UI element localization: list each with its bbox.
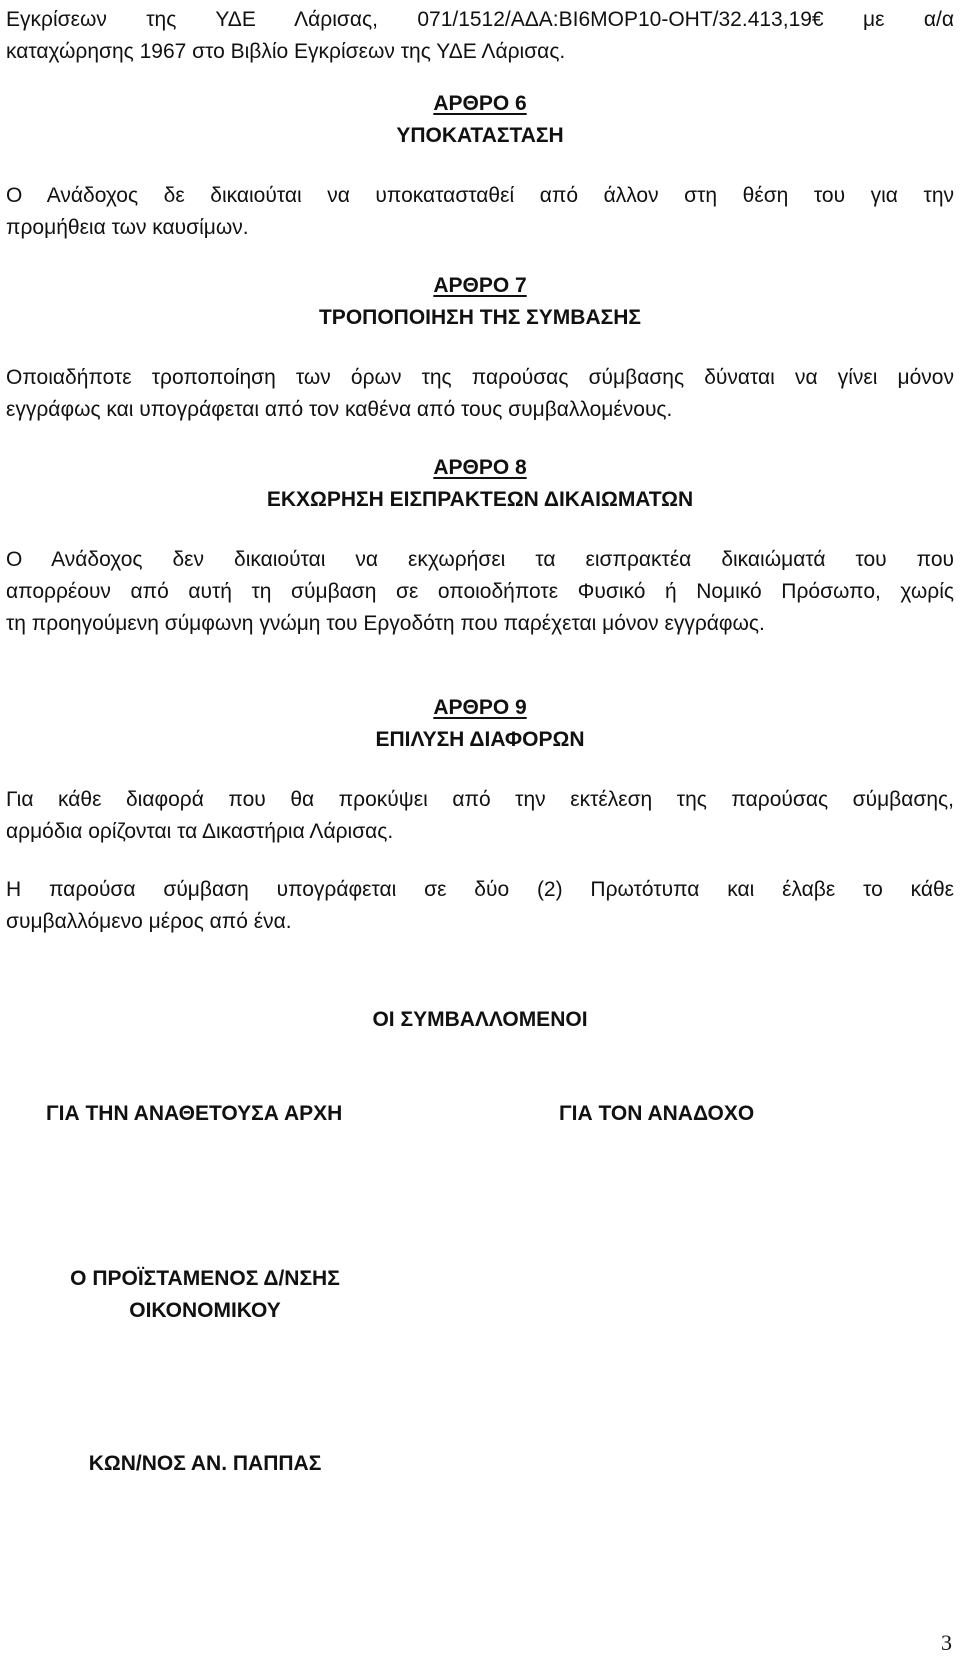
article-6-line-1: Ο Ανάδοχος δε δικαιούται να υποκατασταθεί από άλλον στη θέση του για την xyxy=(6,184,954,207)
article-8-line-2: απορρέουν από αυτή τη σύμβαση σε οποιοδήποτε Φυσικό ή Νομικό Πρόσωπο, χωρίς xyxy=(6,580,954,603)
article-6-line-2: προμήθεια των καυσίμων. xyxy=(6,216,249,239)
article-9-line-1: Για κάθε διαφορά που θα προκύψει από την εκτέλεση της παρούσας σύμβασης, xyxy=(6,788,954,811)
article-9-number: ΑΡΘΡΟ 9 xyxy=(433,696,527,719)
article-7-line-2: εγγράφως και υπογράφεται από τον καθένα από τους συμβαλλομένους. xyxy=(6,398,673,421)
article-8-title: ΕΚΧΩΡΗΣΗ ΕΙΣΠΡΑΚΤΕΩΝ ΔΙΚΑΙΩΜΑΤΩΝ xyxy=(266,488,694,511)
closing-line-1: Η παρούσα σύμβαση υπογράφεται σε δύο (2) Πρωτότυπα και έλαβε το κάθε xyxy=(6,878,954,901)
contractor-label: ΓΙΑ ΤΟΝ ΑΝΑΔΟΧΟ xyxy=(559,1102,755,1125)
closing-line-2: συμβαλλόμενο μέρος από ένα. xyxy=(6,910,292,933)
article-8-line-1: Ο Ανάδοχος δεν δικαιούται να εκχωρήσει τα εισπρακτέα δικαιώματά του που xyxy=(6,548,954,571)
article-6-number: ΑΡΘΡΟ 6 xyxy=(433,92,527,115)
article-7-title: ΤΡΟΠΟΠΟΙΗΣΗ ΤΗΣ ΣΥΜΒΑΣΗΣ xyxy=(318,306,641,329)
article-6-title: ΥΠΟΚΑΤΑΣΤΑΣΗ xyxy=(396,124,564,147)
intro-line-2: καταχώρησης 1967 στο Βιβλίο Εγκρίσεων της ΥΔΕ Λάρισας. xyxy=(6,40,566,63)
official-name: ΚΩΝ/ΝΟΣ ΑΝ. ΠΑΠΠΑΣ xyxy=(88,1452,322,1475)
intro-line-1: Εγκρίσεων της ΥΔΕ Λάρισας, 071/1512/ΑΔΑ:ΒΙ6ΜΟΡ10-ΟΗΤ/32.413,19€ με α/α xyxy=(6,8,954,31)
official-title-line-2: ΟΙΚΟΝΟΜΙΚΟΥ xyxy=(129,1299,281,1322)
article-7-line-1: Οποιαδήποτε τροποποίηση των όρων της παρούσας σύμβασης δύναται να γίνει μόνον xyxy=(6,366,954,389)
signatures-heading: ΟΙ ΣΥΜΒΑΛΛΟΜΕΝΟΙ xyxy=(372,1008,588,1031)
article-9-title: ΕΠΙΛΥΣΗ ΔΙΑΦΟΡΩΝ xyxy=(375,728,585,751)
official-title-line-1: Ο ΠΡΟΪΣΤΑΜΕΝΟΣ Δ/ΝΣΗΣ xyxy=(70,1267,340,1290)
article-7-number: ΑΡΘΡΟ 7 xyxy=(433,274,527,297)
contracting-authority-label: ΓΙΑ ΤΗΝ ΑΝΑΘΕΤΟΥΣΑ ΑΡΧΗ xyxy=(46,1102,343,1125)
article-8-number: ΑΡΘΡΟ 8 xyxy=(433,456,527,479)
article-9-line-2: αρμόδια ορίζονται τα Δικαστήρια Λάρισας. xyxy=(6,820,394,843)
article-8-line-3: τη προηγούμενη σύμφωνη γνώμη του Εργοδότη που παρέχεται μόνον εγγράφως. xyxy=(6,612,765,635)
page-number: 3 xyxy=(941,1630,952,1655)
